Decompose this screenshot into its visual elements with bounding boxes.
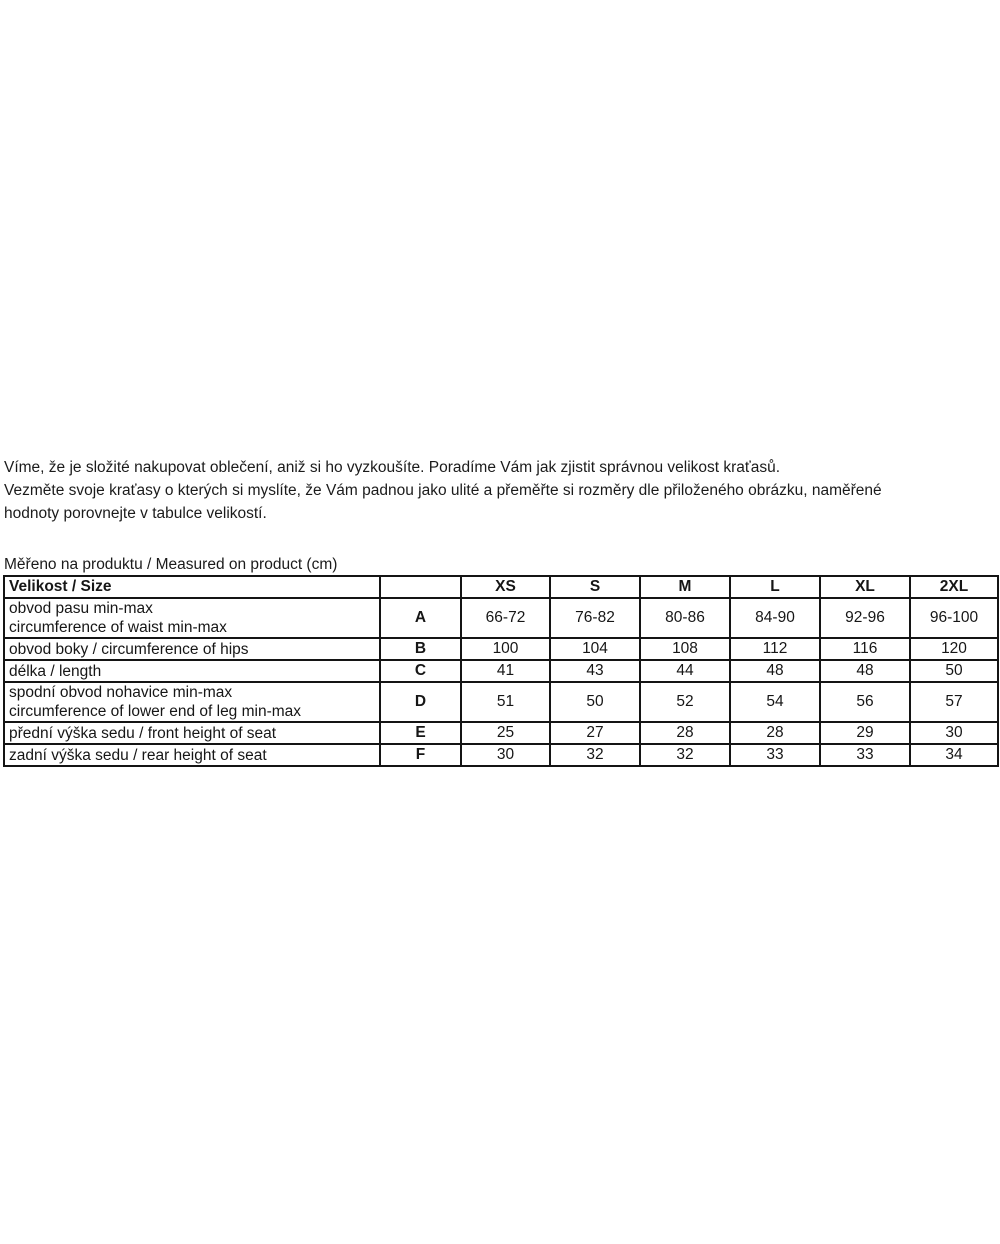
row-label-line: circumference of lower end of leg min-max: [9, 703, 302, 720]
header-size-2xl: 2XL: [910, 576, 998, 598]
table-row-f: [4, 744, 998, 766]
row-label-line: obvod pasu min-max: [9, 600, 153, 617]
value-f-s: 32: [550, 744, 640, 766]
value-e-xs: 25: [461, 722, 550, 744]
header-size-xs: XS: [461, 576, 550, 598]
value-b-xl: 116: [820, 638, 910, 660]
value-f-xl: 33: [820, 744, 910, 766]
intro-line-3: hodnoty porovnejte v tabulce velikostí.: [4, 505, 267, 522]
row-label-b: [4, 638, 380, 660]
value-b-2xl: 120: [910, 638, 998, 660]
table-row-d: [4, 682, 998, 722]
value-d-m: 52: [640, 682, 730, 722]
value-a-s: 76-82: [550, 598, 640, 638]
row-label-f: [4, 744, 380, 766]
value-c-s: 43: [550, 660, 640, 682]
row-letter-c: C: [380, 660, 461, 682]
row-letter-a: A: [380, 598, 461, 638]
value-d-2xl: 57: [910, 682, 998, 722]
value-c-l: 48: [730, 660, 820, 682]
row-letter-d: D: [380, 682, 461, 722]
value-d-s: 50: [550, 682, 640, 722]
table-caption: Měřeno na produktu / Measured on product (cm): [4, 556, 338, 573]
value-e-2xl: 30: [910, 722, 998, 744]
value-c-xs: 41: [461, 660, 550, 682]
row-label-line: circumference of waist min-max: [9, 619, 227, 636]
value-b-l: 112: [730, 638, 820, 660]
value-d-xl: 56: [820, 682, 910, 722]
value-f-l: 33: [730, 744, 820, 766]
table-row-a: [4, 598, 998, 638]
size-table: [3, 575, 999, 767]
row-label-a: [4, 598, 380, 638]
value-a-xs: 66-72: [461, 598, 550, 638]
header-velikost-size: Velikost / Size: [4, 576, 380, 598]
row-label-line: přední výška sedu / front height of seat: [9, 724, 277, 742]
value-f-xs: 30: [461, 744, 550, 766]
row-letter-f: F: [380, 744, 461, 766]
value-e-l: 28: [730, 722, 820, 744]
size-table-header-row: [4, 576, 998, 598]
row-label-line: obvod boky / circumference of hips: [9, 640, 249, 658]
row-label-line: spodní obvod nohavice min-max: [9, 684, 233, 701]
value-a-xl: 92-96: [820, 598, 910, 638]
value-e-s: 27: [550, 722, 640, 744]
row-label-line: délka / length: [9, 662, 102, 680]
intro-line-2: Vezměte svoje kraťasy o kterých si myslíte, že Vám padnou jako ulité a přeměřte si rozměry dle přiloženého obrázku, naměřené: [4, 482, 882, 499]
value-b-xs: 100: [461, 638, 550, 660]
intro-line-1: Víme, že je složité nakupovat oblečení, aniž si ho vyzkoušíte. Poradíme Vám jak zjistit správnou velikost kraťasů.: [4, 459, 781, 476]
row-letter-b: B: [380, 638, 461, 660]
row-label-c: [4, 660, 380, 682]
header-letter-empty: [380, 576, 461, 598]
value-c-xl: 48: [820, 660, 910, 682]
row-letter-e: E: [380, 722, 461, 744]
value-e-xl: 29: [820, 722, 910, 744]
value-a-2xl: 96-100: [910, 598, 998, 638]
value-a-l: 84-90: [730, 598, 820, 638]
header-size-l: L: [730, 576, 820, 598]
header-size-s: S: [550, 576, 640, 598]
value-d-xs: 51: [461, 682, 550, 722]
value-c-m: 44: [640, 660, 730, 682]
value-d-l: 54: [730, 682, 820, 722]
row-label-e: [4, 722, 380, 744]
header-size-m: M: [640, 576, 730, 598]
value-f-m: 32: [640, 744, 730, 766]
table-row-e: [4, 722, 998, 744]
header-size-xl: XL: [820, 576, 910, 598]
value-b-m: 108: [640, 638, 730, 660]
intro-paragraph: [4, 456, 882, 525]
value-b-s: 104: [550, 638, 640, 660]
value-e-m: 28: [640, 722, 730, 744]
table-row-b: [4, 638, 998, 660]
row-label-d: [4, 682, 380, 722]
row-label-line: zadní výška sedu / rear height of seat: [9, 746, 267, 764]
value-a-m: 80-86: [640, 598, 730, 638]
value-c-2xl: 50: [910, 660, 998, 682]
value-f-2xl: 34: [910, 744, 998, 766]
table-row-c: [4, 660, 998, 682]
